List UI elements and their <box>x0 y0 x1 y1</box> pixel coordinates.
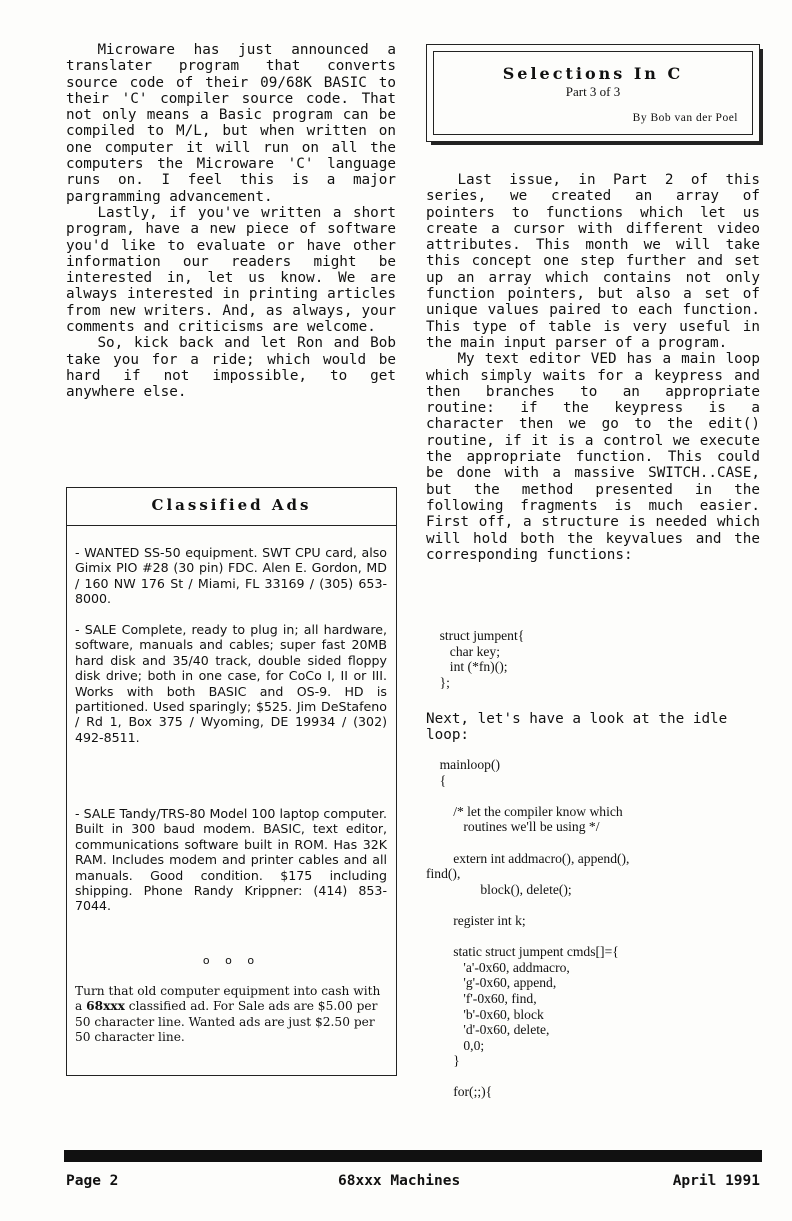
classified-divider <box>67 525 396 526</box>
left-paragraph-3: So, kick back and let Ron and Bob take you for a ride; which would be hard if not impossible, to get anywhere else. <box>66 335 396 401</box>
classified-title: Classified Ads <box>151 496 312 514</box>
classified-separator: o o o <box>202 954 261 967</box>
classified-footer-pre: Turn that old computer equipment into cash with a <box>75 984 381 1014</box>
next-paragraph: Next, let's have a look at the idle loop: <box>426 711 728 744</box>
code-mainloop: mainloop() { /* let the compiler know which routines we'll be using */ extern int addmacro(), append(), find(), block(), delete(); register int k; static struct jumpent cmds[]={ 'a'-0x60, addmacro, 'g'-0x60, append, 'f'-0x60, find, 'b'-0x60, block 'd'-0x60, delete, 0,0; } for(;;){ <box>426 757 630 1100</box>
footer-rule <box>64 1150 762 1162</box>
footer-date: April 1991 <box>672 1173 760 1189</box>
footer-page-number: Page 2 <box>66 1173 119 1189</box>
article-byline: By Bob van der Poel <box>632 112 738 124</box>
classified-ad-sale-tandy: - SALE Tandy/TRS-80 Model 100 laptop computer. Built in 300 baud modem. BASIC, text editor, communications software built in ROM. Has 32K RAM. Includes modem and printer cables and all manuals. Good condition. $175 including shipping. Phone Randy Krippner: (414) 853-7044. <box>75 806 387 914</box>
code-struct-jumpent: struct jumpent{ char key; int (*fn)(); }; <box>439 628 525 690</box>
right-paragraph-2: My text editor VED has a main loop which simply waits for a keypress and then branches to an appropriate routine: if the keypress is a character then we go to the edit() routine, if it is a control we execute the appropriate function. This could be done with a massive SWITCH..CASE, but the method presented in the following fragments is much easier. First off, a structure is needed which will hold both the keyvalues and the corresponding functions: <box>426 351 760 563</box>
article-subtitle: Part 3 of 3 <box>565 84 621 99</box>
article-title: Selections In C <box>502 64 684 83</box>
footer-publication: 68xxx Machines <box>338 1173 461 1189</box>
right-paragraph-1: Last issue, in Part 2 of this series, we created an array of pointers to functions which let us create a cursor with different video attributes. This month we will take this concept one step further and set up an array which contains not only function pointers, but also a set of unique values paired to each function. This type of table is very useful in the main input parser of a program. <box>426 172 760 351</box>
classified-ad-sale-coco: - SALE Complete, ready to plug in; all hardware, software, manuals and cables; super fast 20MB hard disk and 35/40 track, double sided floppy disk drive; both in one case, for CoCo I, II or III. Works with both BASIC and OS-9. HD is partitioned. Used sparingly; $525. Jim DeStafeno / Rd 1, Box 375 / Wyoming, DE 19934 / (302) 492-8511. <box>75 622 387 745</box>
classified-footer-note <box>75 984 387 1046</box>
classified-ads-box <box>66 487 397 1076</box>
classified-ad-wanted: - WANTED SS-50 equipment. SWT CPU card, also Gimix PIO #28 (30 pin) FDC. Alen E. Gordon, MD / 160 NW 176 St / Miami, FL 33169 / (305) 653-8000. <box>75 545 387 607</box>
article-title-inner-frame <box>433 51 753 135</box>
classified-footer-brand: 68xxx <box>86 999 125 1014</box>
article-title-box <box>426 44 760 142</box>
left-paragraph-1: Microware has just announced a translater program that converts source code of their 09/68K BASIC to their 'C' compiler source code. That not only means a Basic program can be compiled to M/L, but when written on one computer it will run on all the computers the Microware 'C' language runs on. I feel this is a major pargramming advancement. <box>66 42 396 205</box>
classified-footer-post: classified ad. For Sale ads are $5.00 per 50 character line. Wanted ads are just $2.50 per 50 character line. <box>75 999 378 1045</box>
left-paragraph-2: Lastly, if you've written a short program, have a new piece of software you'd like to evaluate or have other information our readers might be interested in, let us know. We are always interested in printing articles from new writers. And, as always, your comments and criticisms are welcome. <box>66 204 396 336</box>
left-column <box>66 42 396 401</box>
right-column <box>426 172 760 563</box>
